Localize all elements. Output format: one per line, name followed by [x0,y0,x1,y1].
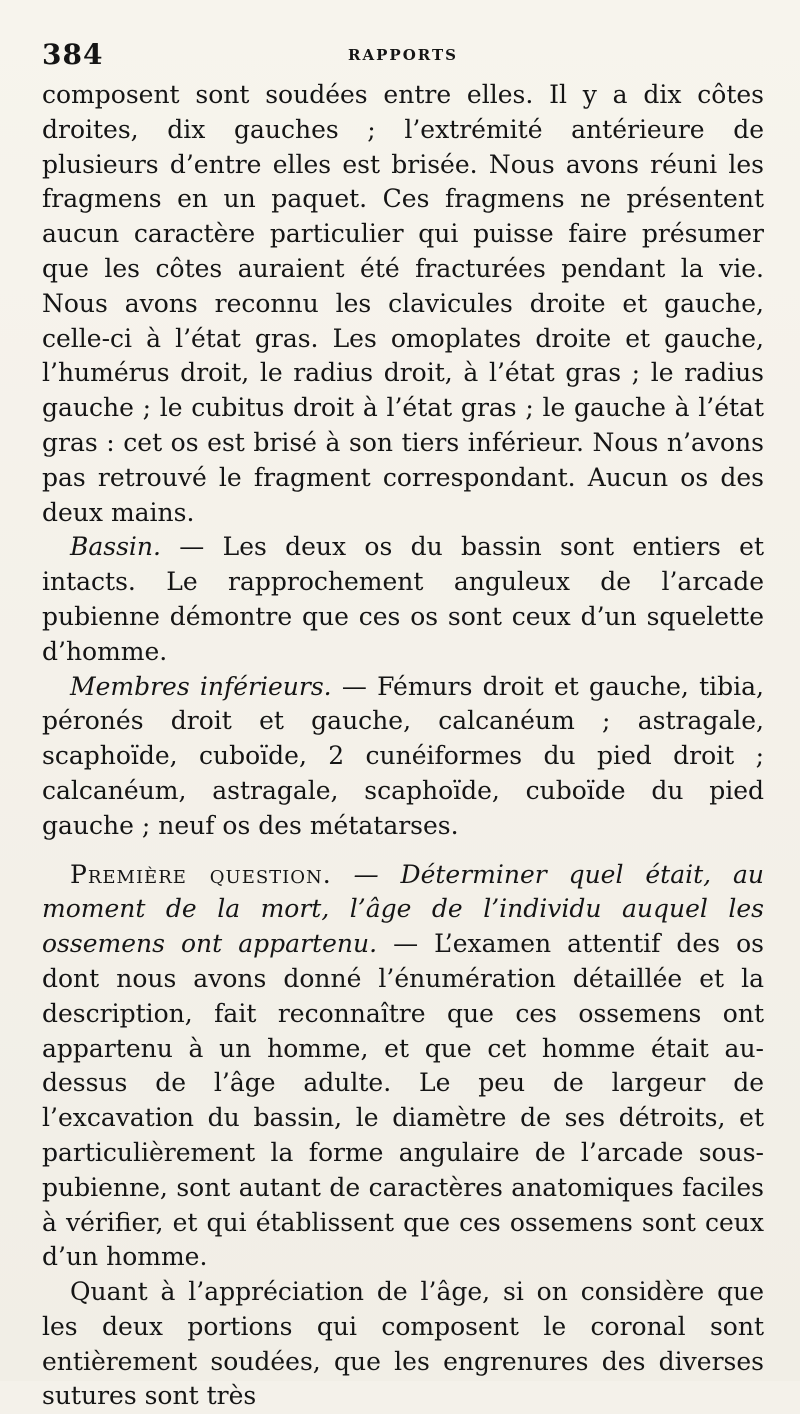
section-label: Membres inférieurs. [70,671,332,701]
page-header [42,38,764,72]
section-label: Bassin. [70,532,161,562]
paragraph-text: — L’examen attentif des os dont nous avons donné l’énumération détaillée et la description, fait reconnaître que ces ossemens ont appartenu à un homme, et que cet homme était au-dessus de l’âge adulte. Le peu de largeur de l’excavation du bassin, le diamètre de ses détroits, et particulièrement la forme angulaire de l’arcade sous-pubienne, sont autant de caractères anatomiques faciles à vérifier, et qui établissent que ces ossemens sont ceux d’un homme. [42,929,764,1272]
paragraph-text: composent sont soudées entre elles. Il y a dix côtes droites, dix gauches ; l’extrémité antérieure de plusieurs d’entre elles est brisée. Nous avons réuni les fragmens en un paquet. Ces fragmens ne présentent aucun caractère particulier qui puisse faire présumer que les côtes auraient été fracturées pendant la vie. Nous avons reconnu les clavicules droite et gauche, celle-ci à l’état gras. Les omoplates droite et gauche, l’humérus droit, le radius droit, à l’état gras ; le radius gauche ; le cubitus droit à l’état gras ; le gauche à l’état gras : cet os est brisé à son tiers inférieur. Nous n’avons pas retrouvé le fragment correspondant. Aucun os des deux mains. [42,80,764,527]
paragraph-bassin [42,530,764,669]
body-text [42,78,764,1414]
paragraph-text: — Les deux os du bassin sont entiers et intacts. Le rapprochement anguleux de l’arcade pubienne démontre que ces os sont ceux d’un squelette d’homme. [42,532,764,666]
running-head: RAPPORTS [348,46,458,64]
page-number: 384 [42,38,104,71]
paragraph-premiere-question [42,858,764,1276]
question-label: Première question. [70,859,332,889]
paragraph-age-estimation [42,1275,764,1414]
paragraph-ribs-and-upper-limbs [42,78,764,530]
paragraph-text: Quant à l’appréciation de l’âge, si on considère que les deux portions qui composent le coronal sont entièrement soudées, que les engrenures des diverses sutures sont très [42,1277,764,1411]
paragraph-text: — Fémurs droit et gauche, tibia, péronés droit et gauche, calcanéum ; astragale, scaphoïde, cuboïde, 2 cunéiformes du pied droit ; calcanéum, astragale, scaphoïde, cuboïde du pied gauche ; neuf os des métatarses. [42,671,764,840]
paragraph-membres-inferieurs [42,670,764,844]
question-text: — Déterminer quel était, au moment de la mort, l’âge de l’individu auquel les ossemens ont appartenu. [42,859,764,959]
